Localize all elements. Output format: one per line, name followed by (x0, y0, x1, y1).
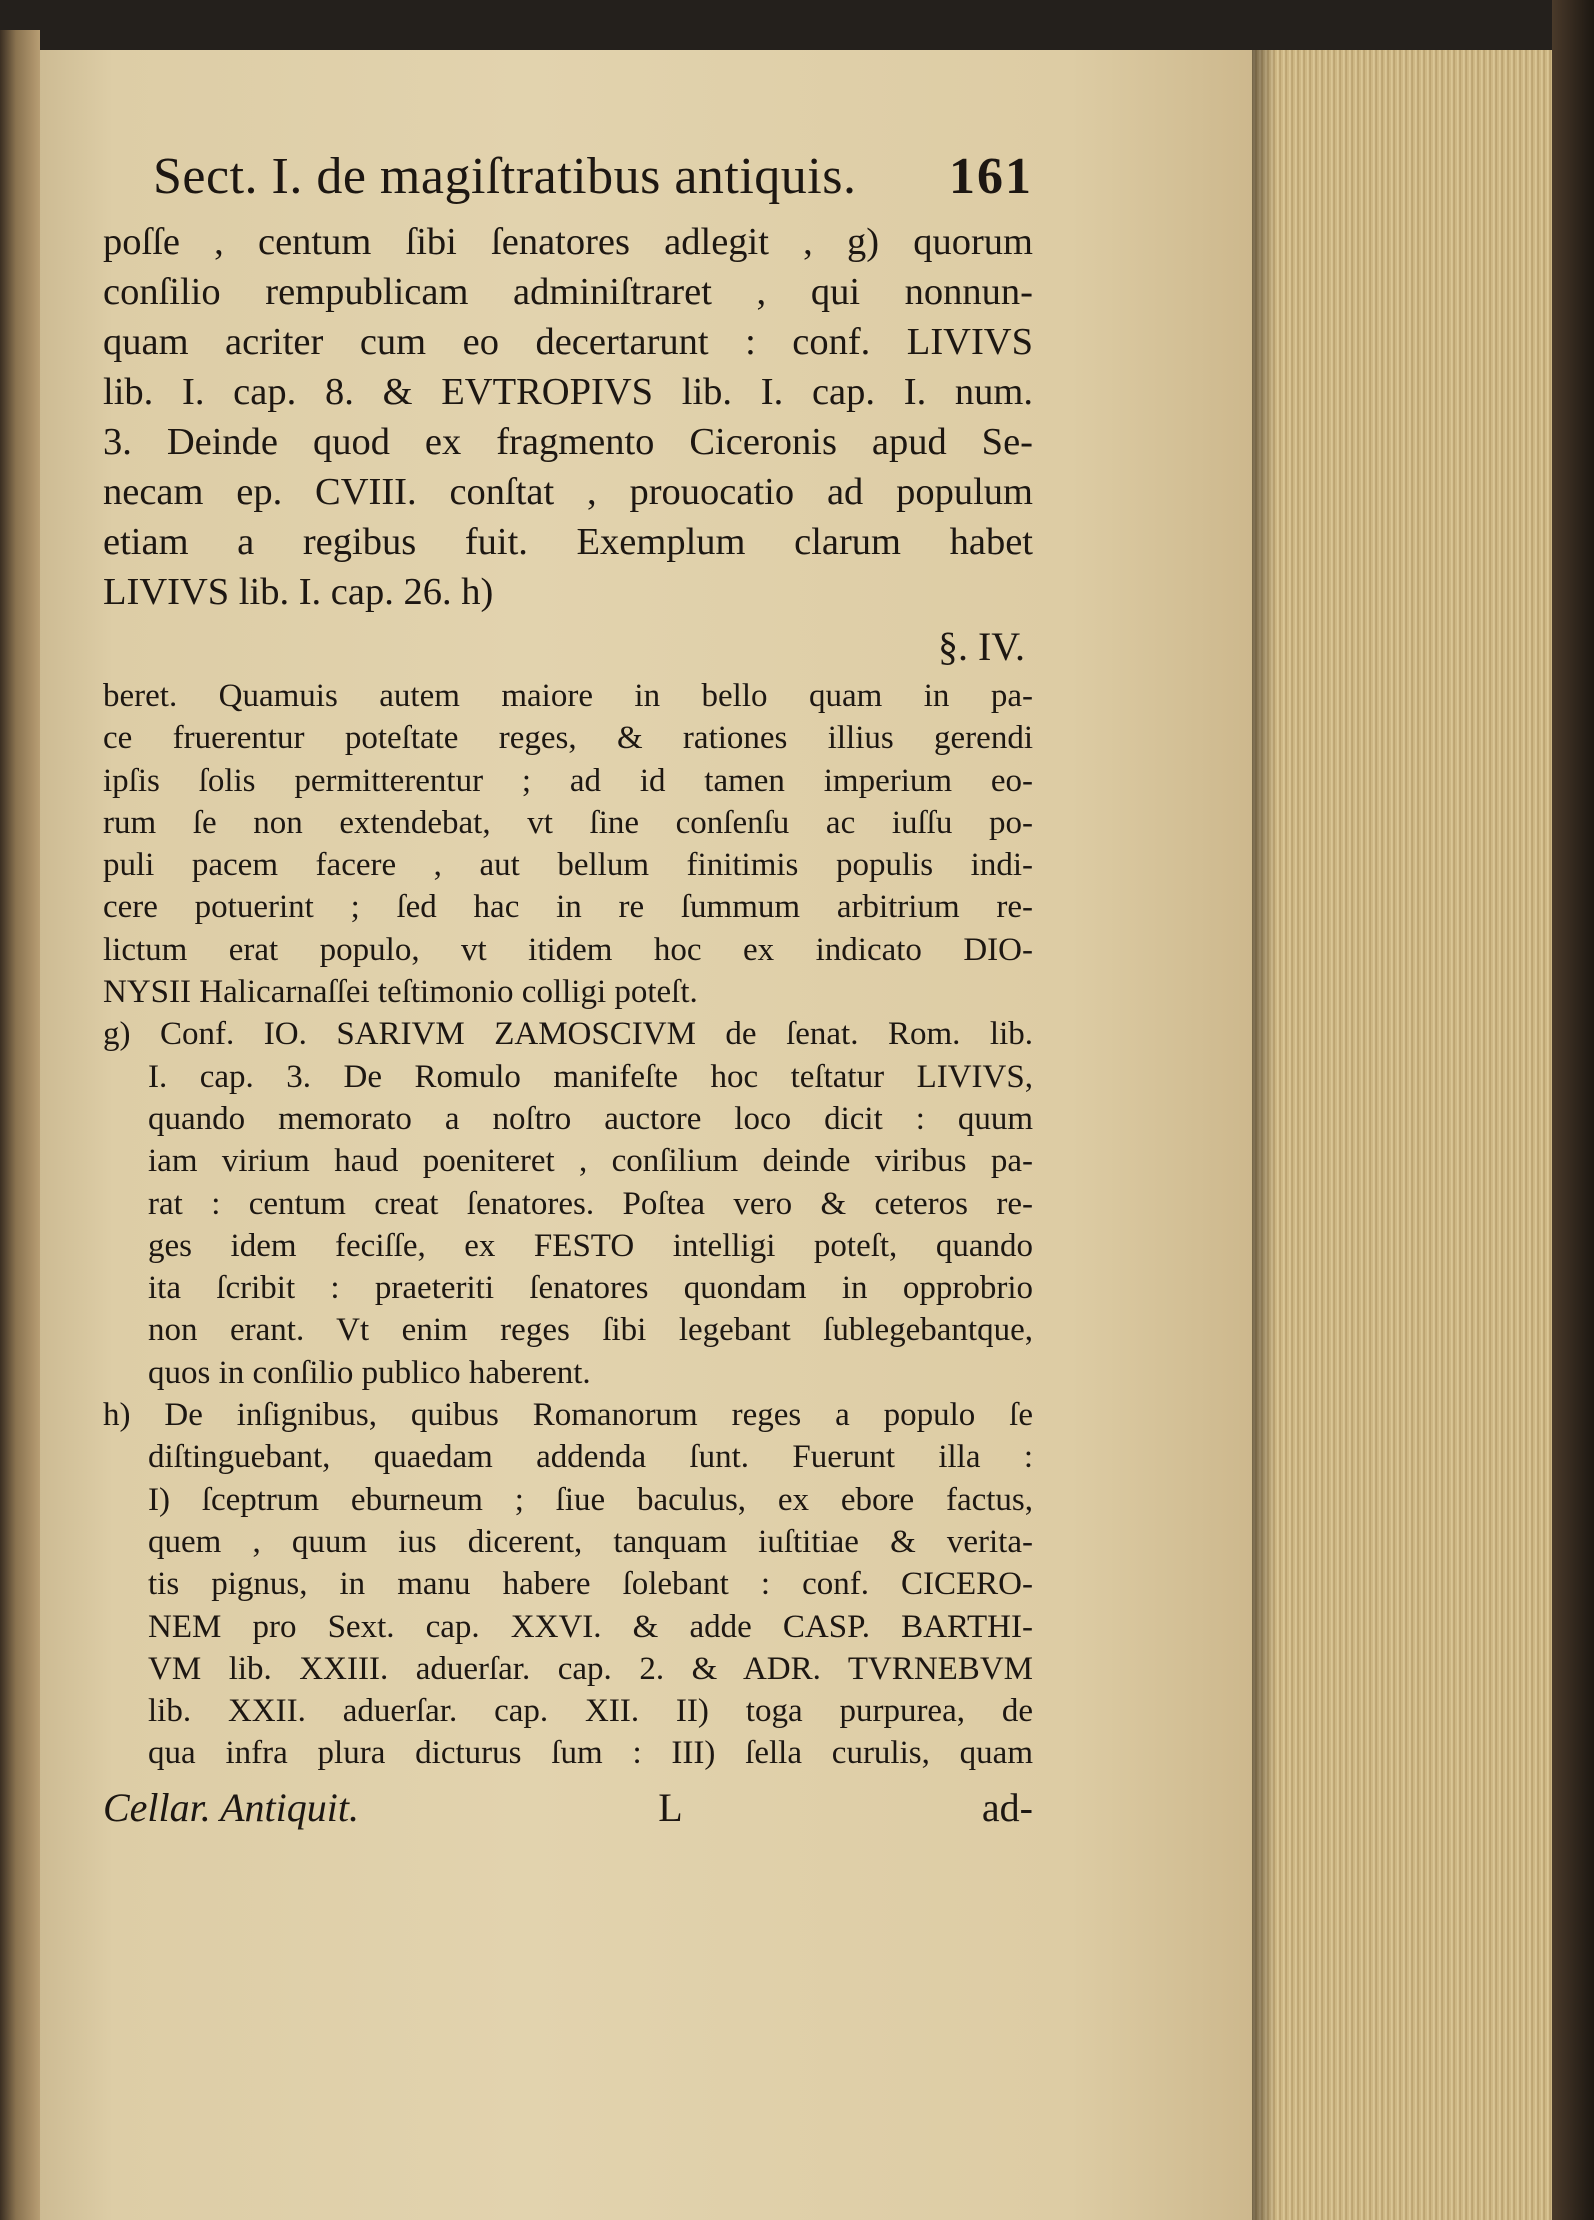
note-line: tis pignus, in manu habere ſolebant : conf. CICERO- (148, 1566, 1033, 1603)
book-cover-edge (1552, 0, 1594, 2220)
body-line: quam acriter cum eo decertarunt : conf. LIVIVS (103, 321, 1033, 363)
note-line: I. cap. 3. De Romulo manifeſte hoc teſtatur LIVIVS, (148, 1058, 1033, 1095)
note-line: iam virium haud poeniteret , conſilium deinde viribus pa- (148, 1143, 1033, 1180)
section-mark: §. IV. (937, 624, 1025, 669)
note-line: quem , quum ius dicerent, tanquam iuſtitiae & verita- (148, 1523, 1033, 1560)
note-line: diſtinguebant, quaedam addenda ſunt. Fuerunt illa : (148, 1439, 1033, 1476)
note-line: puli pacem facere , aut bellum finitimis populis indi- (103, 847, 1033, 884)
body-line: poſſe , centum ſibi ſenatores adlegit , g) quorum (103, 221, 1033, 263)
note-line: quando memorato a noſtro auctore loco dicit : quum (148, 1100, 1033, 1137)
note-line: beret. Quamuis autem maiore in bello quam in pa- (103, 678, 1033, 714)
note-line: NYSII Halicarnaſſei teſtimonio colligi poteſt. (103, 974, 698, 1011)
body-line: LIVIVS lib. I. cap. 26. h) (103, 571, 494, 613)
note-line: I) ſceptrum eburneum ; ſiue baculus, ex ebore factus, (148, 1481, 1033, 1518)
footnote-continuation (103, 675, 1033, 1013)
note-line: h) De inſignibus, quibus Romanorum reges a populo ſe (103, 1397, 1033, 1434)
footnote-h (103, 1394, 1033, 1775)
note-line: qua infra plura dicturus ſum : III) ſella curulis, quam (148, 1735, 1033, 1772)
note-line: lib. XXII. aduerſar. cap. XII. II) toga purpurea, de (148, 1693, 1033, 1730)
footnote-g (103, 1013, 1033, 1394)
body-line: lib. I. cap. 8. & EVTROPIVS lib. I. cap. I. num. (103, 371, 1033, 413)
note-line: VM lib. XXIII. aduerſar. cap. 2. & ADR. TVRNEBVM (148, 1650, 1033, 1687)
page-number: 161 (949, 148, 1033, 205)
signature-mark: L (658, 1784, 683, 1830)
note-line: ges idem feciſſe, ex FESTO intelligi poteſt, quando (148, 1227, 1033, 1264)
note-line: NEM pro Sext. cap. XXVI. & adde CASP. BARTHI- (148, 1608, 1033, 1645)
note-line: lictum erat populo, vt itidem hoc ex indicato DIO- (103, 931, 1033, 968)
note-line: rum ſe non extendebat, vt ſine conſenſu ac iuſſu po- (103, 804, 1033, 841)
footer-title: Cellar. Antiquit. (103, 1784, 359, 1830)
note-line: g) Conf. IO. SARIVM ZAMOSCIVM de ſenat. Rom. lib. (103, 1016, 1033, 1053)
note-line: quos in conſilio publico haberent. (148, 1354, 591, 1391)
left-page-edge (0, 30, 40, 2220)
note-line: ce fruerentur poteſtate reges, & rationes illius gerendi (103, 720, 1033, 757)
body-line: etiam a regibus fuit. Exemplum clarum habet (103, 521, 1033, 563)
note-line: cere potuerint ; ſed hac in re ſummum arbitrium re- (103, 889, 1033, 926)
body-line: 3. Deinde quod ex fragmento Ciceronis apud Se- (103, 421, 1033, 463)
body-line: conſilio rempublicam adminiſtraret , qui nonnun- (103, 271, 1033, 313)
note-line: non erant. Vt enim reges ſibi legebant ſublegebantque, (148, 1312, 1033, 1349)
page-footer (103, 1783, 1033, 1833)
note-line: rat : centum creat ſenatores. Poſtea vero & ceteros re- (148, 1185, 1033, 1222)
main-body (103, 217, 1033, 617)
note-line: ita ſcribit : praeteriti ſenatores quondam in opprobrio (148, 1270, 1033, 1307)
note-line: ipſis ſolis permitterentur ; ad id tamen imperium eo- (103, 762, 1033, 799)
catchword: ad- (981, 1784, 1033, 1830)
gutter-shadow (1252, 50, 1276, 2220)
page-block-edges (1252, 50, 1552, 2220)
body-line: necam ep. CVIII. conſtat , prouocatio ad populum (103, 471, 1033, 513)
header-title: Sect. I. de magiſtratibus antiquis. (153, 148, 857, 205)
running-header (153, 145, 1033, 209)
page-text (103, 145, 1033, 1833)
